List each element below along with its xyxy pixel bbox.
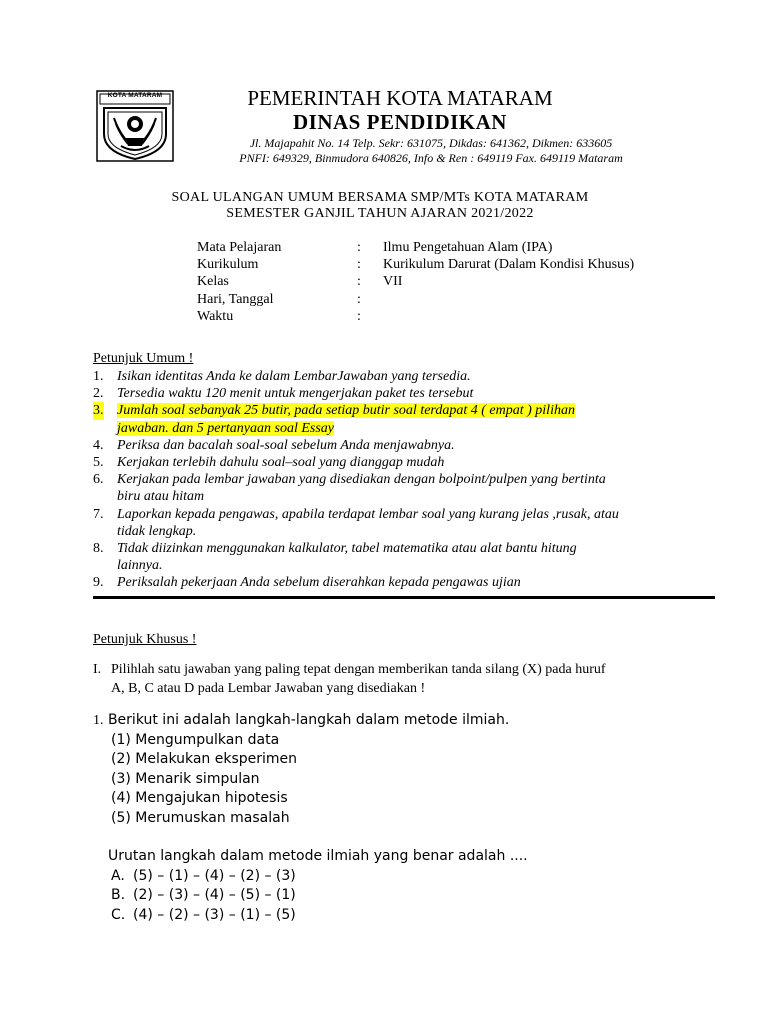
info-label: Mata Pelajaran [197, 240, 282, 255]
option-b [111, 886, 713, 906]
list-item-number: 3. [93, 403, 104, 419]
list-item-text: Periksalah pekerjaan Anda sebelum diserahkan kepada pengawas ujian [117, 575, 521, 591]
list-item-number: 9. [93, 575, 104, 591]
list-item: (2) Melakukan eksperimen [111, 751, 298, 767]
option-a [111, 867, 713, 887]
list-item-text: Jumlah soal sebanyak 25 butir, pada setiap butir soal terdapat 4 ( empat ) pilihan jawaban. dan 5 pertanyaan soal Essay [117, 403, 575, 436]
address-line-1: Jl. Majapahit No. 14 Telp. Sekr: 631075, Dikdas: 641362, Dikmen: 633605 [249, 136, 613, 150]
instruction-text: Pilihlah satu jawaban yang paling tepat dengan memberikan tanda silang (X) pada huruf A, B, C atau D pada Lembar Jawaban yang disediakan ! [111, 662, 606, 696]
info-label: Kelas [197, 274, 229, 290]
city-logo [96, 90, 174, 162]
government-title: PEMERINTAH KOTA MATARAM [247, 86, 553, 110]
list-item [93, 540, 693, 574]
list-item [93, 437, 693, 454]
list-item-number: 5. [93, 455, 104, 471]
question-number: 1. [93, 713, 104, 728]
list-item: (1) Mengumpulkan data [111, 731, 280, 748]
list-item-text: Periksa dan bacalah soal-soal sebelum Anda menjawabnya. [117, 437, 455, 453]
info-colon: : [357, 274, 361, 290]
info-colon: : [357, 240, 361, 255]
info-value: Ilmu Pengetahuan Alam (IPA) [383, 240, 553, 255]
option-letter: C. [111, 906, 126, 923]
shield-emblem-icon [96, 90, 174, 162]
info-value: VII [383, 274, 403, 290]
list-item-highlighted [93, 402, 693, 436]
list-item-text: Kerjakan terlebih dahulu soal–soal yang dianggap mudah [117, 455, 445, 471]
info-label: Kurikulum [197, 257, 259, 273]
question-prompt: Urutan langkah dalam metode ilmiah yang benar adalah .... [108, 848, 528, 864]
instruction-number: I. [93, 662, 102, 677]
logo-text: KOTA MATARAM [107, 92, 163, 99]
info-label: Hari, Tanggal [197, 291, 274, 307]
list-item-text: Laporkan kepada pengawas, apabila terdapat lembar soal yang kurang jelas ,rusak, atau tidak lengkap. [117, 506, 619, 539]
info-colon: : [357, 308, 361, 324]
question-1 [93, 711, 713, 925]
general-instructions-list [93, 368, 693, 592]
general-instructions-title: Petunjuk Umum ! [93, 351, 194, 366]
list-item: (3) Menarik simpulan [111, 770, 260, 787]
list-item [93, 368, 693, 385]
list-item [93, 506, 693, 540]
list-item-number: 8. [93, 541, 104, 557]
list-item-number: 1. [93, 369, 104, 384]
option-letter: A. [111, 867, 125, 884]
question-stem [93, 711, 713, 731]
question-steps [93, 731, 713, 829]
section-divider [93, 596, 715, 599]
list-item-text: Tersedia waktu 120 menit untuk mengerjakan paket tes tersebut [117, 386, 474, 402]
question-stem-text: Berikut ini adalah langkah-langkah dalam metode ilmiah. [103, 712, 510, 728]
department-title: DINAS PENDIDIKAN [293, 110, 507, 134]
answer-options [93, 867, 713, 926]
exam-title: SOAL ULANGAN UMUM BERSAMA SMP/MTs KOTA MATARAM [171, 190, 589, 205]
info-colon: : [357, 291, 361, 307]
list-item-text: Tidak diizinkan menggunakan kalkulator, tabel matematika atau alat bantu hitung lainnya. [117, 541, 577, 574]
specific-instructions-title: Petunjuk Khusus ! [93, 632, 197, 647]
list-item-number: 2. [93, 386, 104, 402]
info-label: Waktu [197, 308, 234, 324]
option-text: (2) – (3) – (4) – (5) – (1) [133, 887, 296, 903]
list-item-number: 4. [93, 437, 104, 453]
option-text: (4) – (2) – (3) – (1) – (5) [133, 906, 296, 923]
list-item-text: Isikan identitas Anda ke dalam LembarJawaban yang tersedia. [117, 369, 471, 384]
list-item [93, 385, 693, 402]
option-c [111, 906, 713, 926]
list-item: (5) Merumuskan masalah [111, 809, 290, 826]
list-item [93, 454, 693, 471]
list-item: (4) Mengajukan hipotesis [111, 790, 288, 806]
option-text: (5) – (1) – (4) – (2) – (3) [133, 867, 296, 884]
list-item-text: Kerjakan pada lembar jawaban yang disediakan dengan bolpoint/pulpen yang bertinta biru atau hitam [117, 472, 606, 505]
info-colon: : [357, 257, 361, 273]
specific-instruction [93, 660, 713, 698]
list-item-number: 6. [93, 472, 104, 488]
address-line-2: PNFI: 649329, Binmudora 640826, Info & Ren : 649119 Fax. 649119 Mataram [239, 151, 623, 165]
option-letter: B. [111, 887, 126, 903]
list-item [93, 471, 693, 505]
exam-semester: SEMESTER GANJIL TAHUN AJARAN 2021/2022 [226, 206, 534, 221]
list-item [93, 574, 693, 591]
info-value: Kurikulum Darurat (Dalam Kondisi Khusus) [383, 257, 635, 273]
list-item-number: 7. [93, 506, 104, 522]
